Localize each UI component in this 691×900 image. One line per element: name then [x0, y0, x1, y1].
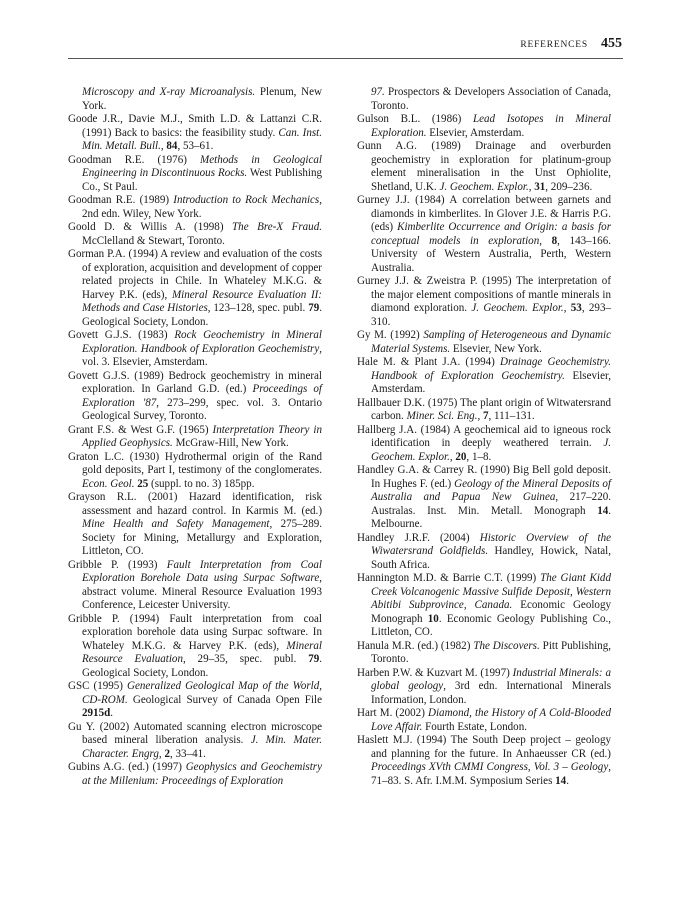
reference-text: , — [539, 234, 552, 247]
reference-text: Hart M. (2002) — [357, 707, 428, 719]
reference-text: . — [110, 707, 114, 719]
reference-entry — [68, 221, 322, 248]
reference-text: (suppl. to no. 3) 185pp. — [148, 477, 255, 490]
italic-title: J. Geochem. Explor. — [471, 302, 564, 314]
reference-entry — [357, 329, 611, 356]
reference-text: Gubins A.G. (ed.) (1997) — [68, 761, 186, 773]
reference-text: Goode J.R., Davie M.J., Smith L.D. & Lattanzi C.R. (1991) Back to basics: the feasibility study. — [68, 113, 322, 139]
italic-title: Proceedings of Exploration '87 — [82, 383, 323, 409]
reference-entry — [68, 491, 322, 559]
reference-text: Govett G.J.S. (1989) Bedrock geochemistry in mineral exploration. In Garland G.D. (ed.) — [68, 369, 322, 395]
italic-title: Fault Interpretation from Coal Exploration Borehole Data using Surpac Software — [82, 558, 322, 584]
volume-number: 84 — [166, 140, 178, 152]
reference-entry — [68, 154, 322, 195]
italic-title: Geology of the Mineral Deposits of Australia and Papua New Guinea — [371, 477, 611, 503]
italic-title: The Bre-X Fraud. — [232, 221, 322, 233]
reference-entry — [357, 140, 611, 194]
volume-number: 79 — [308, 302, 320, 314]
reference-text: Pitt Publishing, Toronto. — [371, 639, 611, 665]
italic-title: J. Min. Mater. Character. Engrg — [82, 734, 322, 760]
reference-entry — [357, 464, 611, 532]
reference-text: Haslett M.J. (1994) The South Deep project – geology and planning for the future. In Anhaeusser CR (ed.) — [357, 734, 611, 760]
volume-number: 31 — [534, 180, 546, 193]
reference-text: West Publishing Co., St Paul. — [82, 167, 323, 193]
reference-text: Gurney J.J. & Zweistra P. (1995) The interpretation of the major element compositions of mantle minerals in diamond exploration. — [357, 275, 611, 314]
reference-text: , vol. 3. Elsevier, Amsterdam. — [82, 342, 322, 368]
reference-entry — [68, 113, 322, 154]
reference-text: Grayson R.L. (2001) Hazard identification, risk assessment and hazard control. In Karmis M. (ed.) — [68, 491, 322, 517]
reference-entry — [357, 734, 611, 788]
page-number: 455 — [601, 36, 622, 51]
reference-text: . Melbourne. — [371, 504, 611, 530]
italic-title: The Giant Kidd Creek Volcanogenic Massive Sulfide Deposit, Western Abitibi Subprovince, Canada. — [371, 572, 611, 611]
reference-text: Graton L.C. (1930) Hydrothermal origin of the Rand gold deposits, Part I, testimony of the conglomerates. — [68, 450, 322, 476]
reference-text: , 71–83. S. Afr. I.M.M. Symposium Series — [371, 761, 611, 787]
reference-text: Hallbauer D.K. (1975) The plant origin of Witwatersrand carbon. — [357, 396, 611, 422]
reference-entry — [68, 248, 322, 329]
reference-text: , 29–35, spec. publ. — [182, 653, 309, 665]
italic-title: Rock Geochemistry in Mineral Exploration. Handbook of Exploration Geochemistry — [82, 329, 322, 355]
reference-text: Gorman P.A. (1994) A review and evaluation of the costs of exploration, acquisition and development of copper related projects in Chile. In Whateley M.K.G. & Harvey P.K. (eds), — [68, 248, 322, 301]
italic-title: Sampling of Heterogeneous and Dynamic Material Systems. — [371, 329, 611, 355]
reference-entry — [68, 559, 322, 613]
reference-entry — [68, 370, 322, 424]
page-header — [0, 36, 691, 56]
reference-text: . Geological Society, London. — [82, 653, 322, 679]
reference-entry — [68, 424, 322, 451]
reference-text: , 1–8. — [466, 450, 492, 463]
reference-text: , — [528, 180, 535, 193]
reference-text: , 293–310. — [371, 302, 611, 328]
running-title: REFERENCES — [520, 40, 588, 50]
reference-entry — [357, 113, 611, 140]
reference-text: Hallberg J.A. (1984) A geochemical aid to igneous rock identification in deeply weathered terrain. — [357, 423, 611, 449]
reference-text: , — [563, 302, 571, 314]
volume-number: 25 — [137, 477, 149, 490]
reference-entry — [357, 640, 611, 667]
italic-title: Generalized Geological Map of the World, CD-ROM. — [82, 680, 323, 706]
reference-entry — [357, 194, 611, 275]
reference-entry — [357, 356, 611, 397]
reference-text: Gulson B.L. (1986) — [357, 113, 473, 125]
reference-continuation — [68, 86, 322, 113]
reference-text: , 275–289. Society for Mining, Metallurgy and Exploration, Littleton, CO. — [82, 518, 323, 557]
reference-text: Elsevier, Amsterdam. — [371, 369, 611, 395]
volume-number: 2 — [164, 747, 170, 760]
reference-text: Gribble P. (1993) — [68, 558, 167, 571]
volume-number: 20 — [455, 450, 467, 463]
volume-number: 14 — [597, 504, 609, 517]
reference-continuation — [357, 86, 611, 113]
reference-text: , 209–236. — [545, 180, 593, 193]
reference-text: Handley J.R.F. (2004) — [357, 531, 480, 544]
italic-title: The Discovers. — [473, 639, 540, 652]
reference-text: Prospectors & Developers Association of Canada, Toronto. — [371, 86, 611, 112]
italic-title: Historic Overview of the Wiwatersrand Goldfields. — [371, 531, 611, 557]
reference-text: , — [160, 140, 167, 152]
reference-text: , 3rd edn. International Minerals Information, London. — [371, 680, 612, 706]
reference-text: Hanula M.R. (ed.) (1982) — [357, 639, 474, 652]
volume-number: 79 — [308, 653, 320, 665]
reference-entry — [68, 329, 322, 370]
reference-text: , 143–166. University of Western Australia, Perth, Western Australia. — [371, 234, 611, 274]
reference-entry — [68, 761, 322, 788]
reference-text: Handley, Howick, Natal, South Africa. — [371, 545, 611, 571]
reference-text: Elsevier, New York. — [450, 342, 542, 355]
reference-text: McGraw-Hill, New York. — [172, 437, 289, 449]
reference-text: , 53–61. — [177, 140, 214, 152]
reference-text: , — [477, 410, 483, 422]
reference-entry — [68, 721, 322, 762]
reference-text: Gy M. (1992) — [357, 329, 424, 341]
volume-number: 7 — [483, 410, 489, 422]
reference-text: , — [158, 747, 165, 760]
italic-title: Introduction to Rock Mechanics — [173, 194, 320, 206]
reference-text: , — [449, 450, 456, 463]
reference-text: Grant F.S. & West G.F. (1965) — [68, 423, 213, 436]
italic-title: J. Geochem. Explor. — [439, 180, 529, 193]
reference-column-left — [68, 86, 322, 788]
reference-text: Gribble P. (1994) Fault interpretation from coal exploration borehole data using Surpac software. In Whateley M.K.G. & Harvey P.K. (eds), — [68, 612, 322, 652]
reference-entry — [357, 667, 611, 708]
italic-title: Mine Health and Safety Management — [82, 518, 270, 530]
reference-text: Elsevier, Amsterdam. — [426, 126, 525, 139]
reference-text: , 2nd edn. Wiley, New York. — [82, 194, 322, 220]
italic-title: Geophysics and Geochemistry at the Millenium: Proceedings of Exploration — [82, 761, 322, 787]
reference-column-right — [357, 86, 611, 788]
reference-text: , 33–41. — [169, 747, 206, 760]
italic-title: Mineral Resource Evaluation II: Methods and Case Histories — [82, 288, 322, 314]
reference-entry — [357, 275, 611, 329]
reference-entry — [357, 424, 611, 465]
reference-entry — [68, 613, 322, 681]
volume-number: 10 — [427, 612, 439, 625]
reference-entry — [357, 532, 611, 573]
reference-entry — [68, 680, 322, 721]
italic-title: Diamond, the History of A Cold-Blooded Love Affair. — [371, 707, 611, 733]
reference-entry — [357, 707, 611, 734]
reference-text: Gurney J.J. (1984) A correlation between garnets and diamonds in kimberlites. In Glover J.E. & Harris P.G. (eds) — [357, 194, 611, 233]
reference-text: Handley G.A. & Carrey R. (1990) Big Bell gold deposit. In Hughes F. (ed.) — [357, 464, 611, 490]
italic-title: Econ. Geol. — [82, 477, 135, 490]
italic-title: Miner. Sci. Eng. — [406, 410, 478, 422]
reference-text: Hannington M.D. & Barrie C.T. (1999) — [357, 572, 541, 584]
reference-text: Fourth Estate, London. — [422, 720, 527, 733]
reference-text: . Geological Society, London. — [82, 302, 322, 328]
italic-title: Lead Isotopes in Mineral Exploration. — [371, 113, 611, 139]
italic-title: 97. — [371, 86, 385, 98]
italic-title: Industrial Minerals: a global geology — [371, 666, 611, 692]
reference-entry — [357, 397, 611, 424]
italic-title: Proceedings XVth CMMI Congress, Vol. 3 – Geology — [371, 761, 609, 773]
volume-number: 53 — [570, 302, 582, 314]
reference-text: Harben P.W. & Kuzvart M. (1997) — [357, 666, 513, 679]
reference-text: Economic Geology Monograph — [371, 599, 611, 625]
volume-number: 2915d — [82, 707, 111, 719]
reference-text: , 123–128, spec. publ. — [207, 302, 309, 314]
italic-title: Methods in Geological Engineering in Discontinuous Rocks. — [82, 153, 322, 179]
italic-title: Can. Inst. Min. Metall. Bull. — [82, 126, 322, 152]
reference-entry — [68, 451, 322, 492]
italic-title: Microscopy and X-ray Microanalysis. — [82, 86, 256, 98]
reference-text: , 273–299, spec. vol. 3. Ontario Geological Survey, Toronto. — [82, 396, 323, 422]
reference-text: , 111–131. — [488, 410, 535, 422]
reference-text: McClelland & Stewart, Toronto. — [82, 234, 225, 247]
reference-text: , 217–220. Australas. Inst. Min. Metall. Monograph — [371, 491, 611, 517]
reference-text: . Economic Geology Publishing Co., Littleton, CO. — [371, 612, 611, 638]
italic-title: J. Geochem. Explor. — [371, 437, 611, 463]
italic-title: Kimberlite Occurrence and Origin: a basis for conceptual models in exploration — [371, 221, 611, 247]
reference-entry — [357, 572, 611, 640]
reference-text: Goodman R.E. (1976) — [68, 153, 201, 166]
header-rule — [68, 58, 623, 59]
italic-title: Interpretation Theory in Applied Geophysics. — [82, 423, 322, 449]
italic-title: Drainage Geochemistry. Handbook of Exploration Geochemistry. — [371, 356, 611, 382]
reference-text: Govett G.J.S. (1983) — [68, 329, 175, 341]
reference-text: Goodman R.E. (1989) — [68, 194, 174, 206]
reference-text: Geological Survey of Canada Open File — [127, 693, 322, 706]
reference-text: Gu Y. (2002) Automated scanning electron microscope based mineral liberation analysis. — [68, 720, 322, 746]
reference-text: , abstract volume. Mineral Resource Evaluation 1993 Conference, Leicester University. — [82, 572, 322, 611]
reference-entry — [68, 194, 322, 221]
italic-title: Mineral Resource Evaluation — [82, 639, 322, 665]
volume-number: 8 — [551, 234, 558, 247]
volume-number: 14 — [555, 774, 567, 787]
reference-text: Goold D. & Willis A. (1998) — [68, 221, 233, 233]
reference-text: Plenum, New York. — [82, 86, 322, 112]
reference-text: . — [566, 774, 569, 787]
reference-text: Gunn A.G. (1989) Drainage and overburden geochemistry in exploration for platinum-group element mineralisation in the Unst Ophiolite, Shetland, U.K. — [357, 140, 611, 193]
reference-text: GSC (1995) — [68, 680, 128, 692]
reference-text: Hale M. & Plant J.A. (1994) — [357, 356, 500, 368]
